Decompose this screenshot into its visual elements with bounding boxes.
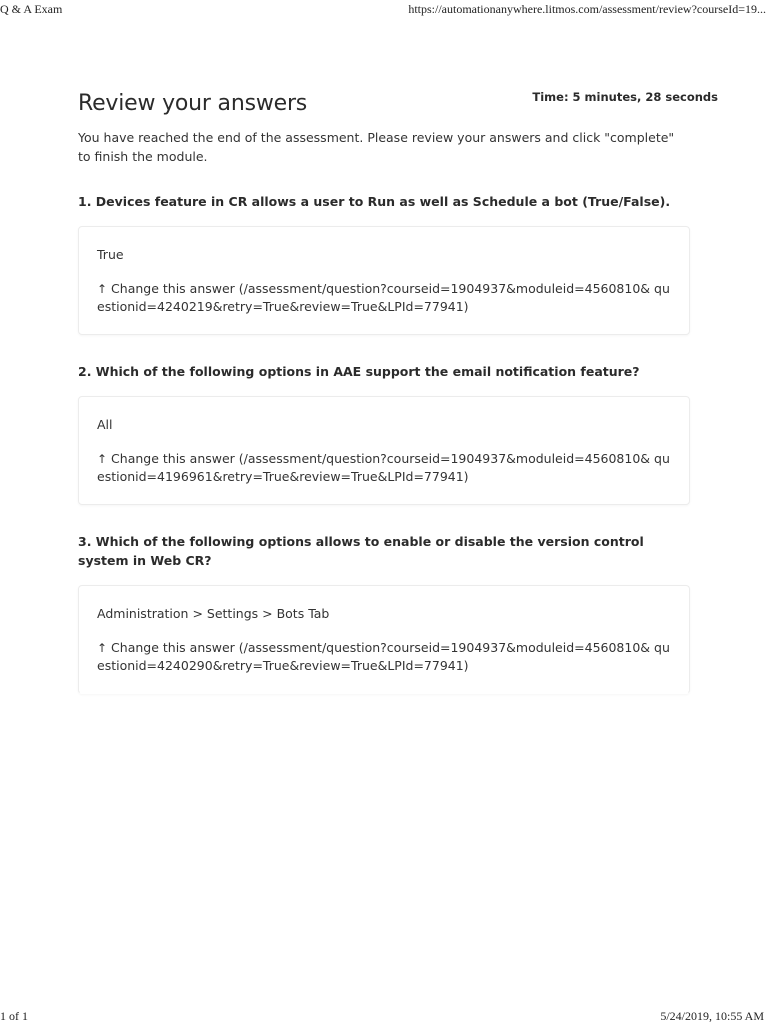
question-3 xyxy=(78,532,690,694)
answer-text: True xyxy=(97,247,124,262)
answer-box xyxy=(78,396,690,505)
question-2 xyxy=(78,362,690,505)
page-title: Review your answers xyxy=(78,91,308,116)
print-header-url: https://automationanywhere.litmos.com/assessment/review?courseId=19... xyxy=(408,2,766,16)
review-content xyxy=(78,84,718,694)
change-answer-label: Change this answer (/assessment/question?courseid=1904937&moduleid=4560810& questionid=4240219&retry=True&review=True&LPId=77941) xyxy=(97,281,670,314)
change-answer-link[interactable] xyxy=(97,280,671,316)
print-footer-page: 1 of 1 xyxy=(0,1009,28,1023)
change-answer-link[interactable] xyxy=(97,450,671,486)
answer-box xyxy=(78,585,690,694)
assessment-timer: Time: 5 minutes, 28 seconds xyxy=(532,90,718,104)
up-arrow-icon: ↑ xyxy=(97,282,108,296)
print-header-title: Q & A Exam xyxy=(0,2,63,16)
question-text: 2. Which of the following options in AAE support the email notification feature? xyxy=(78,364,640,379)
up-arrow-icon: ↑ xyxy=(97,641,108,655)
question-1 xyxy=(78,192,690,335)
print-footer-date: 5/24/2019, 10:55 AM xyxy=(660,1009,764,1023)
question-text: 3. Which of the following options allows to enable or disable the version control system in Web CR? xyxy=(78,534,644,568)
change-answer-label: Change this answer (/assessment/question?courseid=1904937&moduleid=4560810& questionid=4240290&retry=True&review=True&LPId=77941) xyxy=(97,640,670,673)
question-text: 1. Devices feature in CR allows a user to Run as well as Schedule a bot (True/False). xyxy=(78,194,671,209)
intro-text: You have reached the end of the assessment. Please review your answers and click "complete" to finish the module. xyxy=(78,130,675,164)
answer-text: Administration > Settings > Bots Tab xyxy=(97,606,330,621)
answer-text: All xyxy=(97,417,113,432)
change-answer-link[interactable] xyxy=(97,639,671,675)
answer-box xyxy=(78,226,690,335)
up-arrow-icon: ↑ xyxy=(97,452,108,466)
change-answer-label: Change this answer (/assessment/question?courseid=1904937&moduleid=4560810& questionid=4196961&retry=True&review=True&LPId=77941) xyxy=(97,451,670,484)
